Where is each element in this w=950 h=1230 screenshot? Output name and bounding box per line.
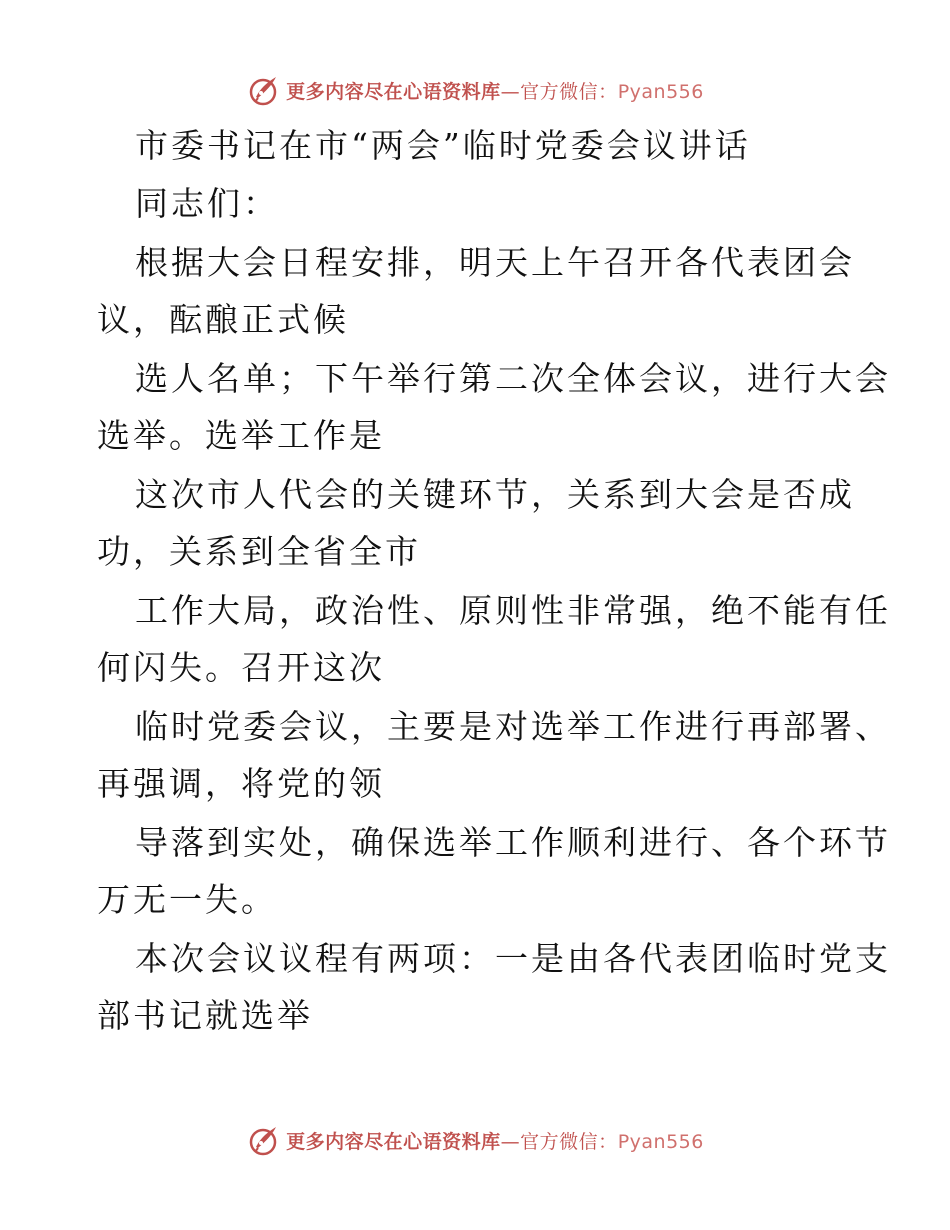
paragraph-line: 选人名单；下午举行第二次全体会议，进行大会 bbox=[135, 359, 891, 398]
salutation: 同志们： bbox=[135, 184, 279, 223]
banner-separator: — bbox=[500, 80, 521, 103]
quill-pen-logo-icon bbox=[246, 1123, 280, 1157]
banner-text bbox=[286, 1127, 704, 1154]
paragraph-line: 部书记就选举 bbox=[97, 996, 313, 1035]
paragraph-line: 何闪失。召开这次 bbox=[97, 648, 385, 687]
footer-banner bbox=[0, 1120, 950, 1160]
paragraph-line: 功，关系到全省全市 bbox=[97, 532, 421, 571]
paragraph-line: 根据大会日程安排，明天上午召开各代表团会 bbox=[135, 243, 855, 282]
banner-wechat-label: 官方微信： bbox=[520, 80, 618, 103]
paragraph-line: 这次市人代会的关键环节，关系到大会是否成 bbox=[135, 475, 855, 514]
paragraph-line: 选举。选举工作是 bbox=[97, 416, 385, 455]
banner-separator: — bbox=[500, 1130, 521, 1153]
banner-wechat-id: Pyan556 bbox=[617, 80, 704, 103]
paragraph-line: 万无一失。 bbox=[97, 880, 277, 919]
paragraph-line: 工作大局，政治性、原则性非常强，绝不能有任 bbox=[135, 591, 891, 630]
paragraph-line: 本次会议议程有两项：一是由各代表团临时党支 bbox=[135, 939, 891, 978]
banner-wechat-id: Pyan556 bbox=[617, 1130, 704, 1153]
paragraph-line: 临时党委会议，主要是对选举工作进行再部署、 bbox=[135, 707, 891, 746]
paragraph-line: 导落到实处，确保选举工作顺利进行、各个环节 bbox=[135, 823, 891, 862]
banner-wechat-label: 官方微信： bbox=[520, 1130, 618, 1153]
banner-main-text: 更多内容尽在心语资料库 bbox=[286, 80, 501, 103]
document-title: 市委书记在市“两会”临时党委会议讲话 bbox=[135, 126, 751, 165]
paragraph-line: 再强调，将党的领 bbox=[97, 764, 385, 803]
paragraph-line: 议，酝酿正式候 bbox=[97, 300, 349, 339]
banner-main-text: 更多内容尽在心语资料库 bbox=[286, 1130, 501, 1153]
